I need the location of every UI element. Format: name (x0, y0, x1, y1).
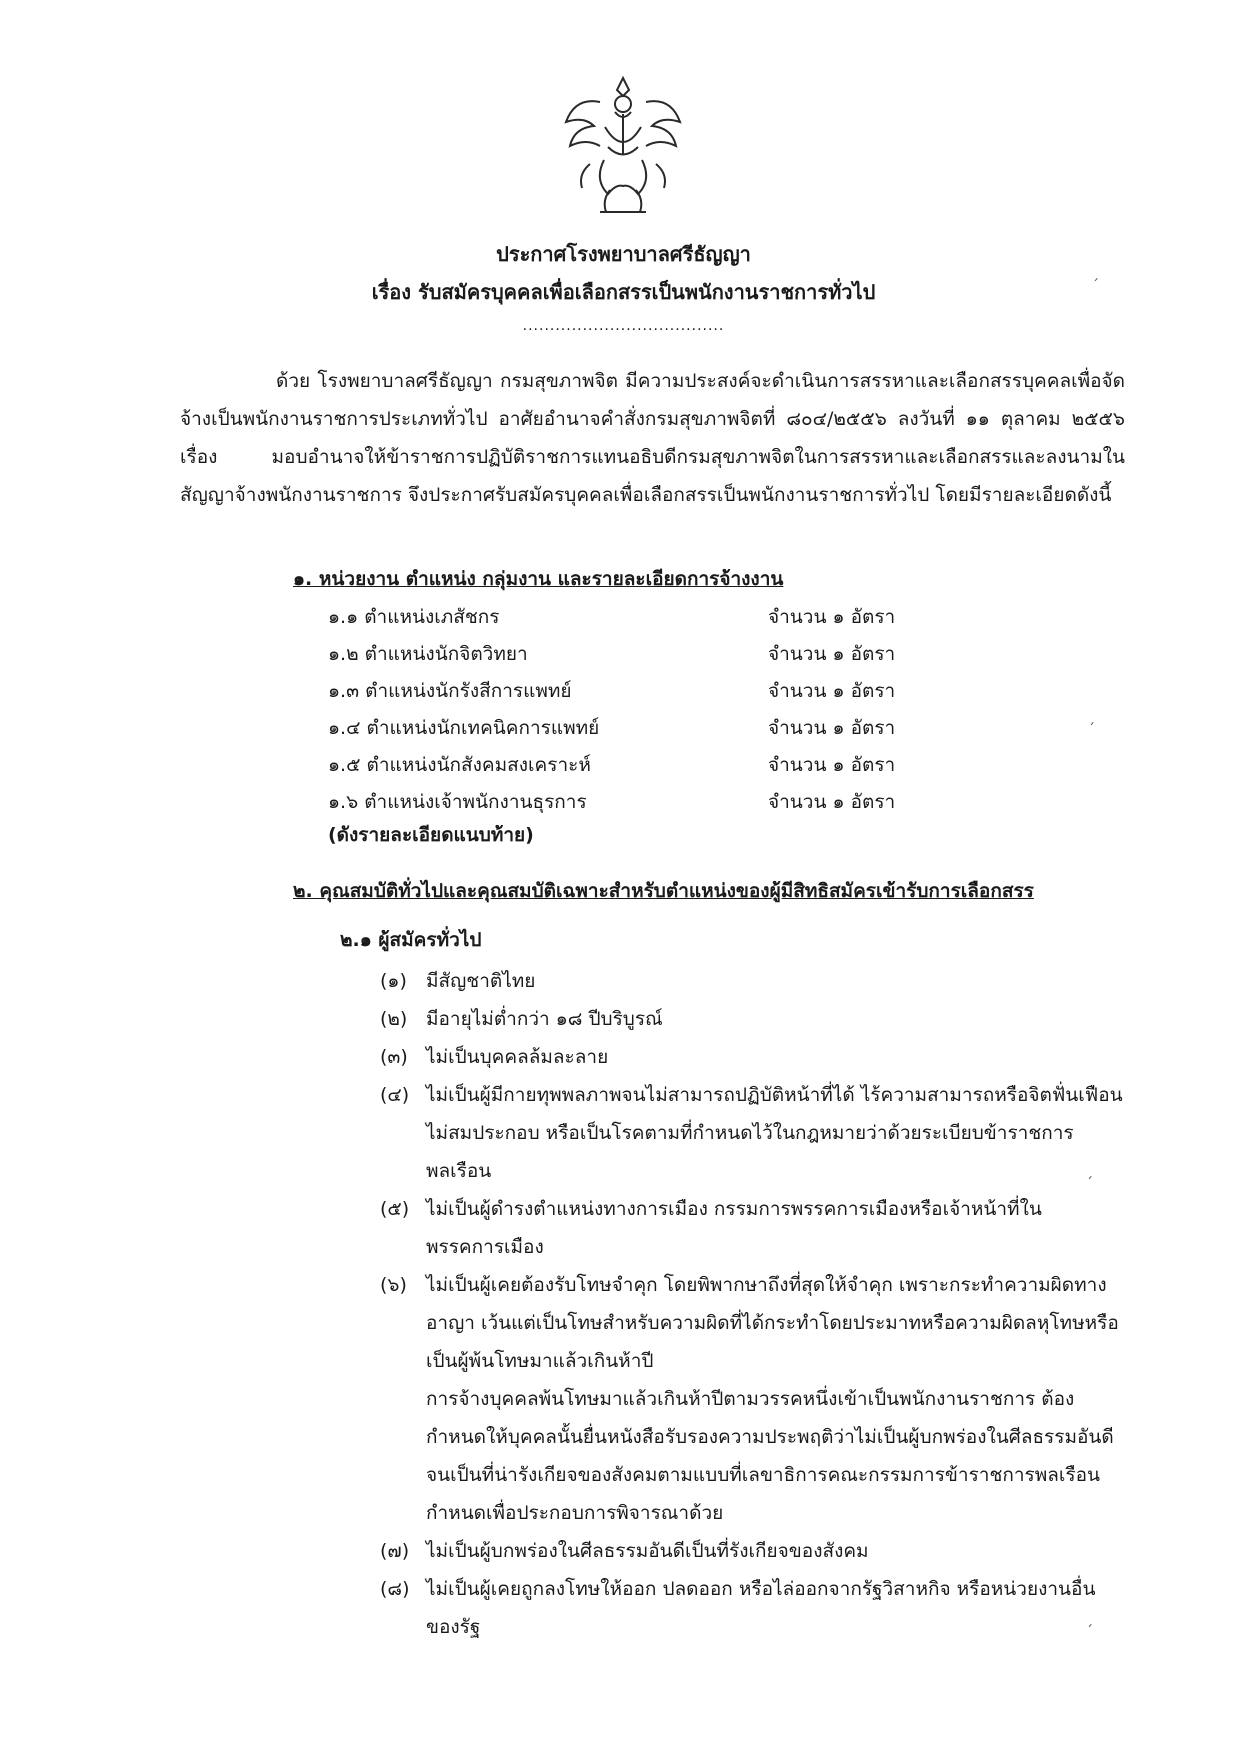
position-qty: จำนวน ๑ อัตรา (768, 680, 896, 702)
qualification-item (380, 1190, 1125, 1266)
scan-mark: ´ (1088, 722, 1095, 738)
item-number: (๒) (380, 1008, 408, 1030)
item-text: มีอายุไม่ต่ำกว่า ๑๘ ปีบริบูรณ์ (426, 1008, 663, 1030)
position-qty: จำนวน ๑ อัตรา (768, 606, 896, 628)
position-qty: จำนวน ๑ อัตรา (768, 643, 896, 665)
section1-heading: ๑. หน่วยงาน ตำแหน่ง กลุ่มงาน และรายละเอียดการจ้างงาน (293, 568, 784, 590)
item-text: มีสัญชาติไทย (426, 970, 536, 992)
position-qty: จำนวน ๑ อัตรา (768, 754, 896, 776)
item-number: (๔) (380, 1084, 410, 1106)
item-number: (๕) (380, 1198, 410, 1220)
position-name: ๑.๕ ตำแหน่งนักสังคมสงเคราะห์ (328, 754, 591, 776)
separator: ..................................... (522, 318, 725, 334)
item-number: (๖) (380, 1274, 407, 1296)
item-text: ไม่เป็นบุคคลล้มละลาย (426, 1046, 609, 1068)
garuda-emblem-icon (560, 72, 686, 222)
qualification-item (380, 1570, 1125, 1646)
section2-1-heading: ๒.๑ ผู้สมัครทั่วไป (340, 929, 482, 951)
position-name: ๑.๔ ตำแหน่งนักเทคนิคการแพทย์ (328, 717, 600, 739)
qualification-item (380, 1038, 1125, 1076)
item-number: (๗) (380, 1540, 410, 1562)
qualification-item (380, 1266, 1125, 1380)
item-text: ไม่เป็นผู้เคยต้องรับโทษจำคุก โดยพิพากษาถึงที่สุดให้จำคุก เพราะกระทำความผิดทางอาญา เว้นแต่เป็นโทษสำหรับความผิดที่ได้กระทำโดยประมาทหรือความผิดลหุโทษหรือเป็นผู้พ้นโทษมาแล้วเกินห้าปี (426, 1274, 1119, 1372)
position-row (328, 713, 948, 749)
item-text: ไม่เป็นผู้ดำรงตำแหน่งทางการเมือง กรรมการพรรคการเมืองหรือเจ้าหน้าที่ในพรรคการเมือง (426, 1198, 1042, 1258)
position-row (328, 787, 948, 823)
position-row (328, 750, 948, 786)
section2-heading: ๒. คุณสมบัติทั่วไปและคุณสมบัติเฉพาะสำหรับตำแหน่งของผู้มีสิทธิสมัครเข้ารับการเลือกสรร (293, 880, 1034, 902)
position-name: ๑.๒ ตำแหน่งนักจิตวิทยา (328, 643, 528, 665)
position-row (328, 602, 948, 638)
item-number: (๓) (380, 1046, 408, 1068)
position-name: ๑.๓ ตำแหน่งนักรังสีการแพทย์ (328, 680, 572, 702)
position-name: ๑.๖ ตำแหน่งเจ้าพนักงานธุรการ (328, 791, 587, 813)
attachment-note: (ดังรายละเอียดแนบท้าย) (328, 824, 534, 846)
intro-paragraph: ด้วย โรงพยาบาลศรีธัญญา กรมสุขภาพจิต มีความประสงค์จะดำเนินการสรรหาและเลือกสรรบุคคลเพื่อจัดจ้างเป็นพนักงานราชการประเภททั่วไป อาศัยอำนาจคำสั่งกรมสุขภาพจิตที่ ๘๐๔/๒๕๕๖ ลงวันที่ ๑๑ ตุลาคม ๒๕๕๖ เรื่อง มอบอำนาจให้ข้าราชการปฏิบัติราชการแทนอธิบดีกรมสุขภาพจิตในการสรรหาและเลือกสรรและลงนามในสัญญาจ้างพนักงานราชการ จึงประกาศรับสมัครบุคคลเพื่อเลือกสรรเป็นพนักงานราชการทั่วไป โดยมีรายละเอียดดังนี้ (180, 370, 1125, 506)
scan-mark: ´ (1086, 1624, 1093, 1640)
position-name: ๑.๑ ตำแหน่งเภสัชกร (328, 606, 500, 628)
item-text: ไม่เป็นผู้เคยถูกลงโทษให้ออก ปลดออก หรือไล่ออกจากรัฐวิสาหกิจ หรือหน่วยงานอื่นของรัฐ (426, 1578, 1096, 1638)
position-row (328, 676, 948, 712)
scan-mark: ´ (1086, 1176, 1093, 1192)
qualification-item (380, 1076, 1125, 1190)
item-number: (๘) (380, 1578, 410, 1600)
scan-mark: ´ (1092, 278, 1099, 294)
announcement-subject: เรื่อง รับสมัครบุคคลเพื่อเลือกสรรเป็นพนักงานราชการทั่วไป (371, 280, 876, 304)
item-text: ไม่เป็นผู้มีกายทุพพลภาพจนไม่สามารถปฏิบัติหน้าที่ได้ ไร้ความสามารถหรือจิตฟั่นเฟือน ไม่สมประกอบ หรือเป็นโรคตามที่กำหนดไว้ในกฎหมายว่าด้วยระเบียบข้าราชการพลเรือน (426, 1084, 1123, 1182)
item6-note-paragraph: การจ้างบุคคลพ้นโทษมาแล้วเกินห้าปีตามวรรคหนึ่งเข้าเป็นพนักงานราชการ ต้องกำหนดให้บุคคลนั้นยื่นหนังสือรับรองความประพฤติว่าไม่เป็นผู้บกพร่องในศีลธรรมอันดีจนเป็นที่น่ารังเกียจของสังคมตามแบบที่เลขาธิการคณะกรรมการข้าราชการพลเรือนกำหนดเพื่อประกอบการพิจารณาด้วย (426, 1388, 1114, 1524)
qualification-item (380, 962, 1125, 1000)
position-row (328, 639, 948, 675)
announcement-title: ประกาศโรงพยาบาลศรีธัญญา (496, 242, 751, 266)
qualification-item (380, 1000, 1125, 1038)
item-number: (๑) (380, 970, 407, 992)
qualification-item (380, 1532, 1125, 1570)
position-qty: จำนวน ๑ อัตรา (768, 717, 896, 739)
position-qty: จำนวน ๑ อัตรา (768, 791, 896, 813)
item-text: ไม่เป็นผู้บกพร่องในศีลธรรมอันดีเป็นที่รังเกียจของสังคม (426, 1540, 869, 1562)
